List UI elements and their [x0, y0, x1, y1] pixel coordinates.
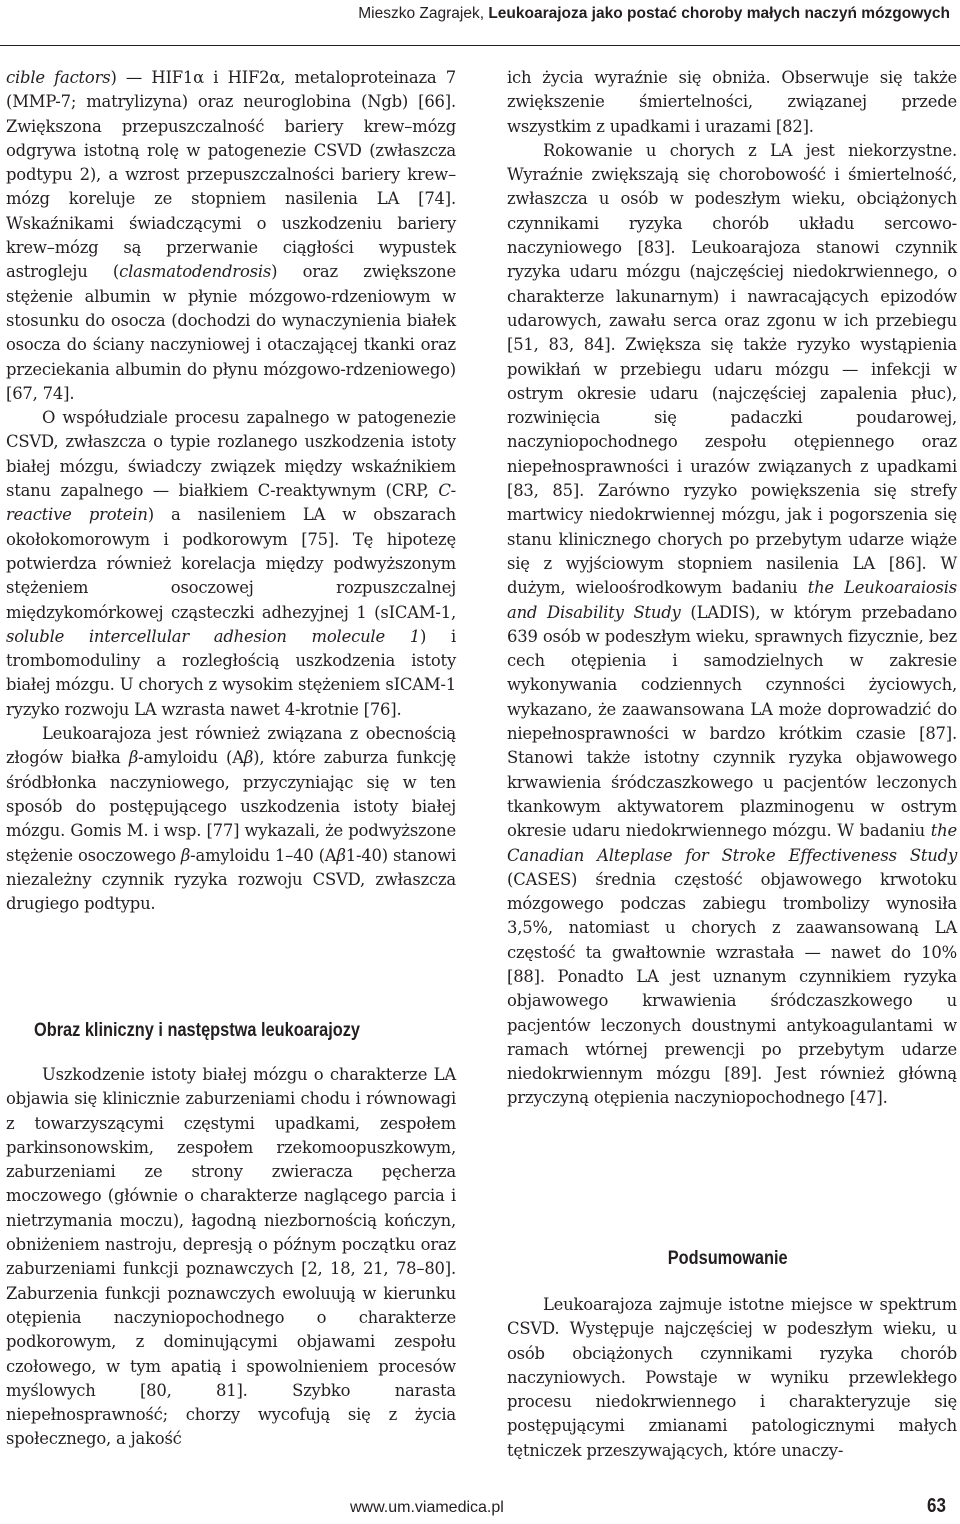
- section-heading-clinical-picture: Obraz kliniczny i następstwa leukoarajozy: [34, 1020, 361, 1041]
- left-paragraph-3: Leukoarajoza jest również związana z obecnością złogów białka β-amyloidu (Aβ), które zaburza funkcję śródbłonka naczyniowego, przyczyniając się w ten sposób do postępującego uszkodzenia istoty białej mózgu. Gomis M. i wsp. [77] wykazali, że podwyższone stężenie osoczowego β-amyloidu 1–40 (Aβ1-40) stanowi niezależny czynnik ryzyka rozwoju CSVD, zwłaszcza drugiego podtypu.: [6, 724, 457, 914]
- header-author: Mieszko Zagrajek,: [358, 5, 484, 22]
- left-column-continued: [6, 1063, 456, 1452]
- header-article-title: Leukoarajoza jako postać choroby małych naczyń mózgowych: [488, 5, 950, 22]
- right-paragraph-3: Leukoarajoza zajmuje istotne miejsce w spektrum CSVD. Występuje najczęściej w podeszłym wieku, u osób obciążonych czynnikami ryzyka chorób naczyniowych. Powstaje w wyniku przewlekłego procesu niedokrwiennego i charakteryzuje się postępującymi zmianami patologicznymi małych tętniczek przeszywających, które unaczy-: [507, 1295, 957, 1460]
- right-paragraph-2: Rokowanie u chorych z LA jest niekorzystne. Wyraźnie zwiększają się chorobowość i śmiertelność, zwłaszcza u osób w podeszłym wieku, obciążonych czynnikami ryzyka chorób układu sercowo-naczyniowego [83]. Leukoarajoza stanowi czynnik ryzyka udaru mózgu (najczęściej niedokrwiennego, o charakterze lakunarnym) i nawracających epizodów udarowych, zawału serca oraz zgonu w ich przebiegu [51, 83, 84]. Zwiększa się także ryzyko wystąpienia powikłań w przebiegu udaru mózgu — infekcji w ostrym okresie udaru (najczęściej zapalenia płuc), rozwinięcia się padaczki poudarowej, naczyniopochodnego zespołu otępiennego oraz niepełnosprawności i urazów związanych z upadkami [83, 85]. Zarówno ryzyko powiększenia się strefy martwicy niedokrwiennej mózgu, jak i pogorszenia się stanu klinicznego chorych po przebytym udarze wiąże się z wyjściowym stopniem nasilenia LA [86]. W dużym, wieloośrodkowym badaniu the Leukoaraiosis and Disability Study (LADIS), w którym przebadano 639 osób w podeszłym wieku, sprawnych fizycznie, bez cech otępienia i samodzielnych w zakresie wykonywania codziennych czynności życiowych, wykazano, że zaawansowana LA może doprowadzić do niepełnosprawności w bardzo krótkim czasie [87]. Stanowi także istotny czynnik ryzyka objawowego krwawienia śródczaszkowego u pacjentów leczonych tkankowym aktywatorem plazminogenu w ostrym okresie udaru niedokrwiennego mózgu. W badaniu the Canadian Alteplase for Stroke Effectiveness Study (CASES) średnia częstość objawowego krwotoku mózgowego podczas zabiegu trombolizy wynosiła 3,5%, natomiast u chorych z zaawansowaną LA częstość ta gwałtownie wzrastała — nawet do 10% [88]. Ponadto LA jest uznanym czynnikiem ryzyka objawowego krwawienia śródczaszkowego u pacjentów leczonych doustnymi antykoagulantami w ramach wtórnej prewencji po przebytym udarze niedokrwiennym mózgu [89]. Jest również główną przyczyną otępienia naczyniopochodnego [47].: [507, 140, 957, 1108]
- left-column: [6, 66, 456, 916]
- left-paragraph-2: O współudziale procesu zapalnego w patogenezie CSVD, zwłaszcza o typie rozlanego uszkodzenia istoty białej mózgu, świadczy związek między wskaźnikiem stanu zapalnego — białkiem C-reaktywnym (CRP, C-reactive protein) a nasileniem LA w obszarach okołokomorowym i podkorowym [75]. Tę hipotezę potwierdza również korelacja między podwyższonym stężeniem osoczowej rozpuszczalnej międzykomórkowej cząsteczki adhezyjnej 1 (sICAM-1, soluble intercellular adhesion molecule 1) i trombomoduliny a rozległością uszkodzenia istoty białej mózgu. U chorych z wysokim stężeniem sICAM-1 ryzyko rozwoju LA wzrasta nawet 4-krotnie [76].: [6, 408, 457, 719]
- right-paragraph-1: ich życia wyraźnie się obniża. Obserwuje się także zwiększenie śmiertelności, związanej przede wszystkim z upadkami i urazami [82].: [507, 68, 957, 136]
- header-divider: [0, 45, 960, 46]
- left-paragraph-1: cible factors) — HIF1α i HIF2α, metaloproteinaza 7 (MMP-7; matrylizyna) oraz neuroglobina (Ngb) [66]. Zwiększona przepuszczalność bariery krew–mózg odgrywa istotną rolę w patogenezie CSVD (zwłaszcza podtypu 2), a wzrost przepuszczalności bariery krew–mózg koreluje ze stopniem nasilenia LA [74]. Wskaźnikami świadczącymi o uszkodzeniu bariery krew–mózg są przerwanie ciągłości wypustek astrogleju (clasmatodendrosis) oraz zwiększone stężenie albumin w płynie mózgowo-rdzeniowym w stosunku do osocza (dochodzi do wynaczynienia białek osocza do ściany naczyniowej i otaczającej tkanki oraz przeciekania albumin do płynu mózgowo-rdzeniowego) [67, 74].: [6, 68, 456, 403]
- left-paragraph-4: Uszkodzenie istoty białej mózgu o charakterze LA objawia się klinicznie zaburzeniami chodu i równowagi z towarzyszącymi częstymi upadkami, zespołem parkinsonowskim, zespołem rzekomoopuszkowym, zaburzeniami ze strony zwieracza pęcherza moczowego (głównie o charakterze naglącego parcia i nietrzymania moczu), łagodną niezbornością kończyn, obniżeniem nastroju, depresją o późnym początku oraz zaburzeniami funkcji poznawczych [2, 18, 21, 78–80]. Zaburzenia funkcji poznawczych ewoluują w kierunku otępienia naczyniopochodnego o charakterze podkorowym, z dominującymi objawami zespołu czołowego, w tym apatią i spowolnieniem procesów myślowych [80, 81]. Szybko narasta niepełnosprawność; chorzy wycofują się z życia społecznego, a jakość: [6, 1065, 456, 1449]
- right-column: [507, 66, 957, 1111]
- right-column-continued: [507, 1293, 957, 1463]
- section-heading-summary: Podsumowanie: [667, 1248, 788, 1269]
- running-header: [358, 1, 950, 27]
- page-number: 63: [927, 1495, 946, 1517]
- footer-website: www.um.viamedica.pl: [350, 1499, 504, 1516]
